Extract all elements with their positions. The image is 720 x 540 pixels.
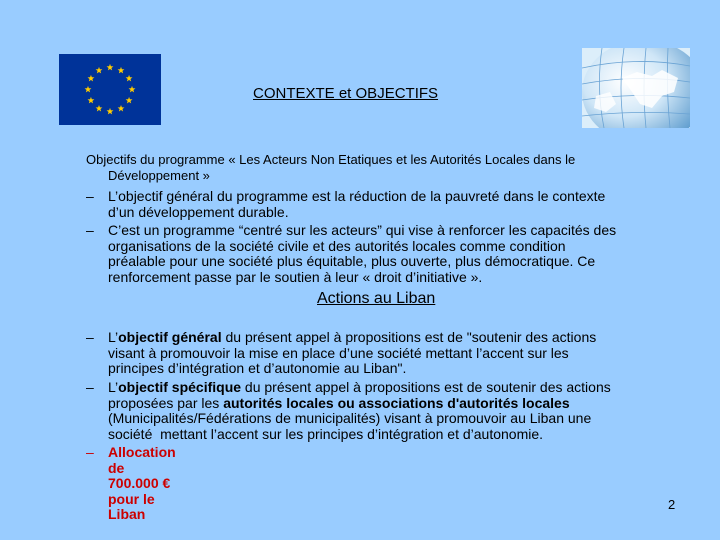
bold-text: autorités locales ou associations d'autorités locales <box>223 394 570 411</box>
objectives-heading-line1: Objectifs du programme « Les Acteurs Non Etatiques et les Autorités Locales dans le <box>86 152 576 167</box>
slide-title: CONTEXTE et OBJECTIFS <box>253 85 439 102</box>
line: visant à promouvoir la mise en place d’une société mettant l’accent sur les <box>108 344 569 361</box>
text: L’ <box>108 329 119 345</box>
eu-flag-icon <box>59 54 161 125</box>
line: préalable pour une société plus équitable, plus ouverte, plus démocratique. Ce <box>108 253 596 269</box>
line: (Municipalités/Fédérations de municipalités) visant à promouvoir au Liban une <box>108 410 592 426</box>
text: du présent appel à propositions est de "soutenir des actions <box>221 329 597 345</box>
bullet-text <box>108 223 616 285</box>
line: organisations de la société civile et des autorités locales comme condition <box>108 237 566 254</box>
bullet-dash: – <box>86 329 94 345</box>
bullet-dash: – <box>86 379 94 395</box>
line: renforcement passe par le soutien à leur « droit d’initiative ». <box>108 268 487 285</box>
text: proposées par les <box>108 394 224 411</box>
bullet-text <box>108 189 605 220</box>
bold-text: objectif général <box>118 329 222 345</box>
objectives-heading <box>86 152 686 184</box>
line: L’objectif général du programme est la réduction de la pauvreté dans le contexte <box>108 188 606 204</box>
section-subtitle: Actions au Liban <box>317 290 436 307</box>
line: principes d’intégration et d’autonomie au Liban". <box>108 360 407 376</box>
globe-map-icon <box>582 48 690 128</box>
bullet-dash: – <box>86 188 94 204</box>
page-number: 2 <box>668 497 676 512</box>
line: C’est un programme “centré sur les acteurs” qui vise à renforcer les capacités des <box>108 222 617 238</box>
bullet-dash: – <box>86 222 94 238</box>
bullet-text <box>108 380 611 442</box>
line: d’un développement durable. <box>108 203 289 220</box>
bold-text: objectif spécifique <box>118 379 242 395</box>
allocation-text: Allocation de 700.000 € pour le Liban <box>108 444 176 522</box>
bullet-text <box>108 330 596 377</box>
line: société mettant l’accent sur les principes d’intégration et d’autonomie. <box>108 425 544 442</box>
text: L’ <box>108 379 119 395</box>
bullet-dash: – <box>86 444 94 460</box>
objectives-heading-line2: Développement » <box>108 168 210 183</box>
text: du présent appel à propositions est de soutenir des actions <box>241 379 611 395</box>
